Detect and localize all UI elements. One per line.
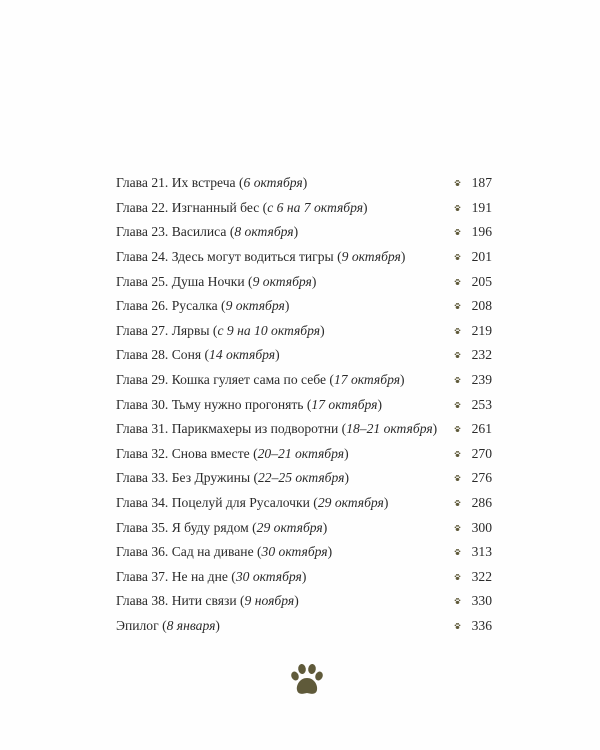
chapter-name: Глава 27. Лярвы ( bbox=[116, 322, 218, 338]
chapter-title bbox=[116, 520, 327, 536]
page-number: 232 bbox=[471, 347, 492, 363]
chapter-name: Глава 38. Нити связи ( bbox=[116, 593, 245, 609]
page-number: 330 bbox=[471, 593, 492, 609]
chapter-date: 18–21 октября bbox=[346, 421, 433, 437]
chapter-close-paren: ) bbox=[275, 347, 280, 363]
paw-mark-icon bbox=[454, 622, 461, 629]
paw-mark-icon bbox=[454, 598, 461, 605]
toc-entry bbox=[116, 466, 492, 491]
chapter-close-paren: ) bbox=[293, 224, 299, 240]
chapter-title bbox=[116, 298, 289, 314]
chapter-title bbox=[116, 569, 306, 585]
page-number: 336 bbox=[471, 617, 492, 633]
toc-entry bbox=[116, 392, 492, 417]
page-number: 201 bbox=[471, 249, 492, 265]
chapter-name: Глава 31. Парикмахеры из подворотни ( bbox=[116, 421, 347, 437]
page-number: 205 bbox=[471, 273, 492, 289]
paw-mark-icon bbox=[454, 524, 461, 531]
paw-mark-icon bbox=[454, 475, 461, 482]
paw-mark-icon bbox=[454, 352, 461, 359]
chapter-close-paren: ) bbox=[301, 568, 307, 584]
chapter-title bbox=[116, 200, 368, 216]
chapter-title bbox=[116, 446, 349, 462]
chapter-name: Глава 23. Василиса ( bbox=[116, 224, 235, 240]
page-number: 276 bbox=[471, 470, 492, 486]
chapter-close-paren: ) bbox=[400, 372, 405, 388]
toc-entry bbox=[116, 245, 492, 270]
chapter-date: 20–21 октября bbox=[257, 445, 345, 461]
chapter-title bbox=[116, 421, 437, 437]
page-number: 219 bbox=[471, 322, 492, 338]
chapter-title bbox=[116, 372, 405, 388]
paw-mark-icon bbox=[454, 303, 461, 310]
paw-mark-icon bbox=[454, 229, 461, 236]
page-number: 187 bbox=[471, 175, 492, 191]
chapter-name: Глава 29. Кошка гуляет сама по себе ( bbox=[116, 372, 334, 388]
chapter-close-paren: ) bbox=[432, 421, 438, 437]
chapter-close-paren: ) bbox=[311, 273, 317, 289]
chapter-close-paren: ) bbox=[215, 617, 220, 633]
paw-mark-icon bbox=[454, 426, 461, 433]
chapter-date: 9 октября bbox=[225, 298, 285, 314]
chapter-close-paren: ) bbox=[294, 593, 299, 609]
toc-entry bbox=[116, 343, 492, 368]
chapter-close-paren: ) bbox=[344, 470, 349, 486]
chapter-date: 29 октября bbox=[256, 519, 323, 535]
toc-entry bbox=[116, 589, 492, 614]
chapter-date: 6 октября bbox=[243, 175, 303, 191]
toc-entry bbox=[116, 565, 492, 590]
paw-mark-icon bbox=[454, 401, 461, 408]
chapter-close-paren: ) bbox=[363, 199, 368, 215]
chapter-close-paren: ) bbox=[320, 322, 325, 338]
toc-entry bbox=[116, 540, 492, 565]
chapter-date: 9 октября bbox=[341, 249, 401, 265]
chapter-date: 8 октября bbox=[234, 224, 294, 240]
paw-mark-icon bbox=[454, 377, 461, 384]
chapter-title bbox=[116, 544, 332, 560]
toc-entry bbox=[116, 614, 492, 639]
page-number: 313 bbox=[471, 544, 492, 560]
paw-mark-icon bbox=[454, 327, 461, 334]
chapter-close-paren: ) bbox=[302, 175, 308, 191]
chapter-name: Глава 35. Я буду рядом ( bbox=[116, 519, 257, 535]
chapter-title bbox=[116, 224, 298, 240]
chapter-close-paren: ) bbox=[284, 298, 290, 314]
page-number: 300 bbox=[471, 519, 492, 535]
toc-entry bbox=[116, 442, 492, 467]
chapter-date: 14 октября bbox=[209, 347, 276, 363]
paw-mark-icon bbox=[454, 500, 461, 507]
page-number: 239 bbox=[471, 372, 492, 388]
page-number: 286 bbox=[471, 495, 492, 511]
page-number: 261 bbox=[471, 421, 492, 437]
toc-entry bbox=[116, 220, 492, 245]
paw-print-icon bbox=[289, 663, 325, 697]
chapter-title bbox=[116, 495, 388, 511]
page-number: 322 bbox=[471, 568, 492, 584]
toc-entry bbox=[116, 269, 492, 294]
page-number: 196 bbox=[471, 224, 492, 240]
chapter-title bbox=[116, 274, 316, 290]
chapter-name: Глава 36. Сад на диване ( bbox=[116, 544, 262, 560]
chapter-name: Глава 37. Не на дне ( bbox=[116, 568, 236, 584]
chapter-close-paren: ) bbox=[383, 495, 389, 511]
chapter-title bbox=[116, 249, 405, 265]
chapter-name: Глава 34. Поцелуй для Русалочки ( bbox=[116, 495, 318, 511]
chapter-title bbox=[116, 323, 325, 339]
chapter-date: с 9 на 10 октября bbox=[217, 322, 321, 338]
chapter-close-paren: ) bbox=[327, 544, 333, 560]
chapter-name: Глава 30. Тьму нужно прогонять ( bbox=[116, 396, 312, 412]
chapter-title bbox=[116, 593, 299, 609]
toc-entry bbox=[116, 196, 492, 221]
paw-mark-icon bbox=[454, 278, 461, 285]
toc-entry bbox=[116, 294, 492, 319]
chapter-close-paren: ) bbox=[377, 396, 382, 412]
chapter-close-paren: ) bbox=[344, 445, 349, 461]
chapter-date: 8 января bbox=[166, 617, 216, 633]
toc-entry bbox=[116, 491, 492, 516]
chapter-name: Глава 28. Соня ( bbox=[116, 347, 210, 363]
chapter-date: 9 октября bbox=[252, 273, 312, 289]
toc-entry bbox=[116, 171, 492, 196]
toc-entry bbox=[116, 319, 492, 344]
toc-entry bbox=[116, 515, 492, 540]
chapter-name: Глава 25. Душа Ночки ( bbox=[116, 273, 253, 289]
chapter-date: 17 октября bbox=[311, 396, 378, 412]
toc-entry bbox=[116, 417, 492, 442]
chapter-date: с 6 на 7 октября bbox=[267, 199, 364, 215]
chapter-title bbox=[116, 175, 307, 191]
paw-mark-icon bbox=[454, 573, 461, 580]
paw-mark-icon bbox=[454, 549, 461, 556]
chapter-title bbox=[116, 397, 382, 413]
chapter-date: 22–25 октября bbox=[258, 470, 345, 486]
chapter-title bbox=[116, 618, 220, 634]
paw-mark-icon bbox=[454, 180, 461, 187]
chapter-name: Глава 26. Русалка ( bbox=[116, 298, 226, 314]
chapter-date: 17 октября bbox=[333, 372, 401, 388]
chapter-name: Глава 22. Изгнанный бес ( bbox=[116, 199, 268, 215]
chapter-date: 30 октября bbox=[261, 544, 328, 560]
chapter-date: 30 октября bbox=[235, 568, 302, 584]
chapter-name: Эпилог ( bbox=[116, 617, 167, 633]
table-of-contents bbox=[116, 171, 492, 638]
page-number: 191 bbox=[471, 199, 492, 215]
paw-mark-icon bbox=[454, 254, 461, 261]
toc-entry bbox=[116, 368, 492, 393]
chapter-name: Глава 24. Здесь могут водиться тигры ( bbox=[116, 249, 342, 265]
page-number: 253 bbox=[471, 396, 492, 412]
chapter-title bbox=[116, 347, 280, 363]
chapter-date: 9 ноября bbox=[244, 593, 295, 609]
chapter-date: 29 октября bbox=[317, 495, 384, 511]
chapter-name: Глава 33. Без Дружины ( bbox=[116, 470, 258, 486]
chapter-title bbox=[116, 470, 349, 486]
paw-mark-icon bbox=[454, 204, 461, 211]
chapter-close-paren: ) bbox=[322, 519, 328, 535]
paw-mark-icon bbox=[454, 450, 461, 457]
chapter-name: Глава 21. Их встреча ( bbox=[116, 175, 244, 191]
chapter-name: Глава 32. Снова вместе ( bbox=[116, 445, 258, 461]
chapter-close-paren: ) bbox=[400, 249, 406, 265]
page-number: 270 bbox=[471, 445, 492, 461]
page-number: 208 bbox=[471, 298, 492, 314]
